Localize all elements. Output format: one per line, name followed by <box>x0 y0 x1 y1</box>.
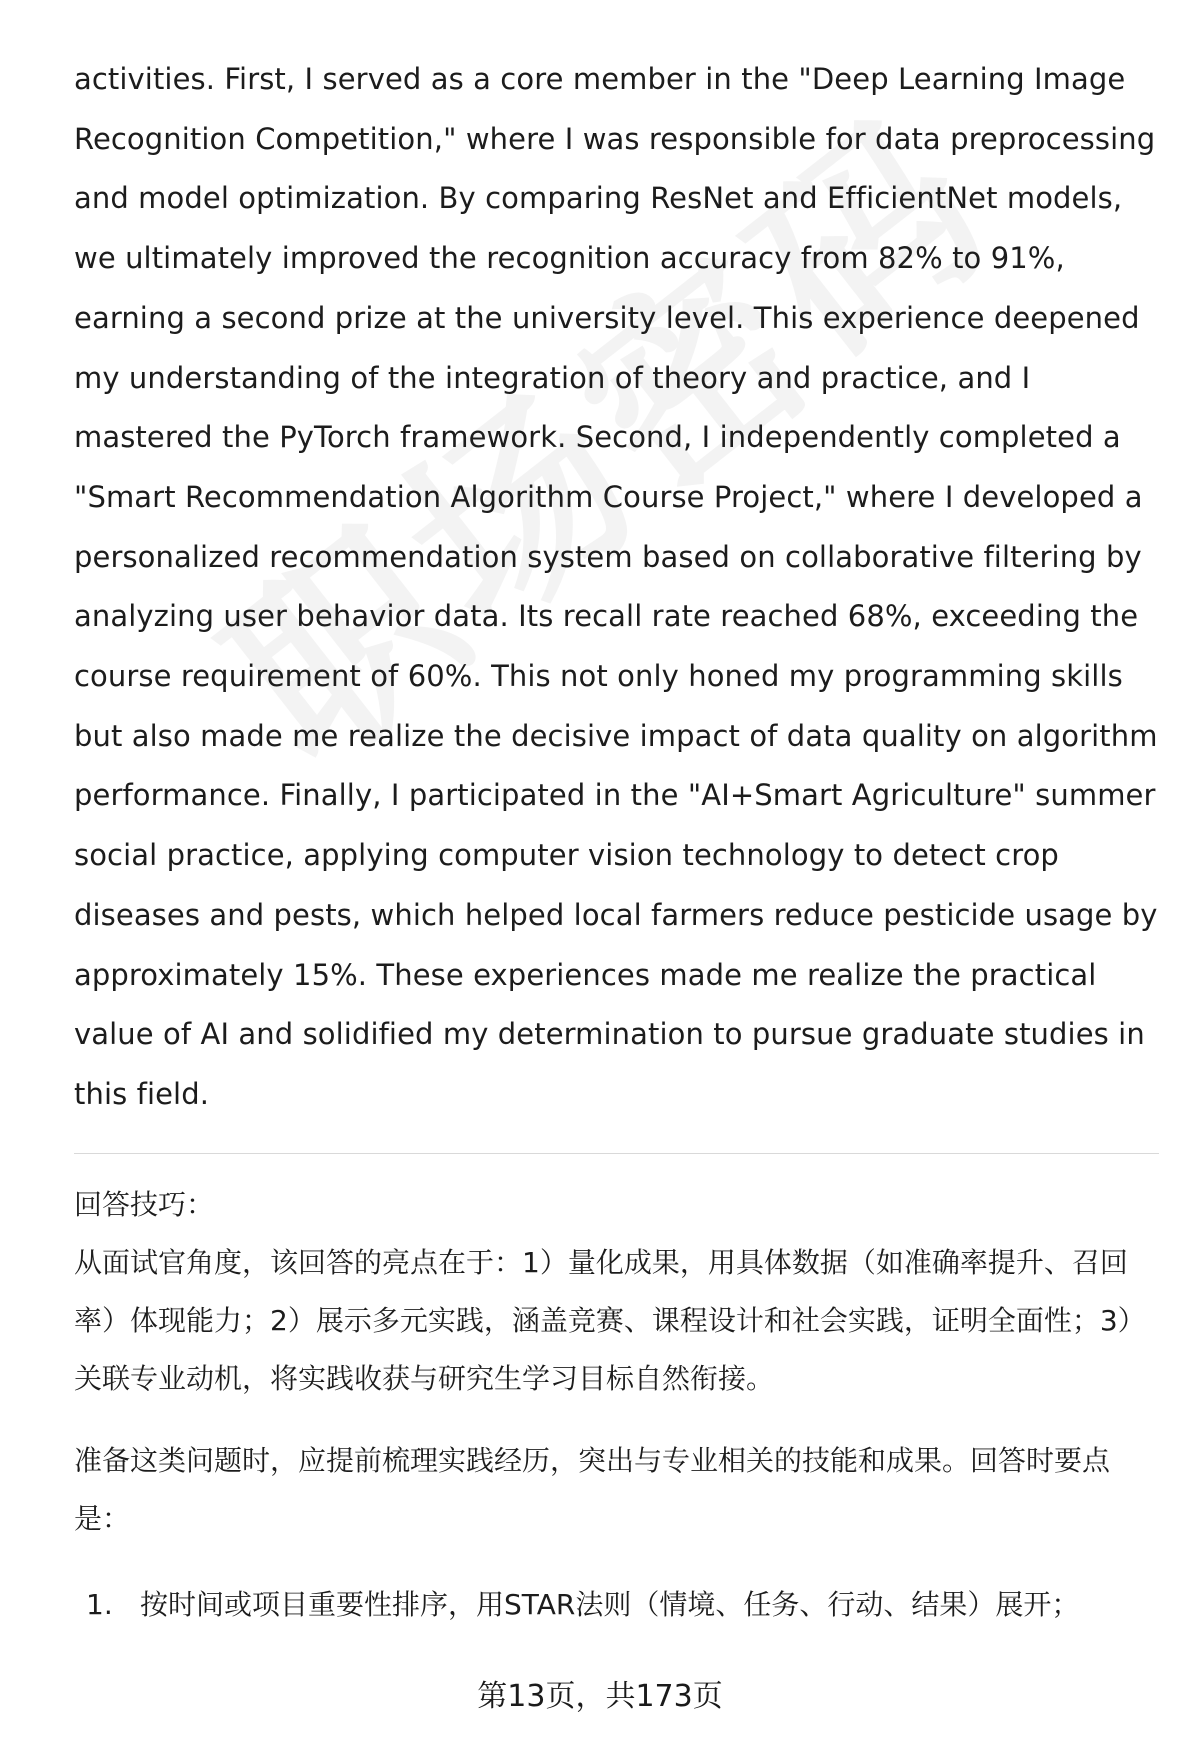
list-item-number: 1. <box>86 1587 113 1621</box>
preparation-paragraph: 准备这类问题时，应提前梳理实践经历，突出与专业相关的技能和成果。回答时要点是： <box>74 1443 1111 1535</box>
section-divider <box>74 1153 1159 1154</box>
list-item-text: 按时间或项目重要性排序，用STAR法则（情境、任务、行动、结果）展开； <box>140 1587 1080 1621</box>
tips-section <box>74 1176 1159 1408</box>
tips-body: 从面试官角度，该回答的亮点在于：1）量化成果，用具体数据（如准确率提升、召回率）体现能力；2）展示多元实践，涵盖竞赛、课程设计和社会实践，证明全面性；3）关联专业动机，将实践收获与研究生学习目标自然衔接。 <box>74 1245 1146 1395</box>
tips-heading: 回答技巧： <box>74 1187 215 1221</box>
answer-paragraph: activities. First, I served as a core member in the "Deep Learning Image Recognition Competition," where I was responsible for data preprocessing and model optimization. By comparing ResNet and EfficientNet models, we ultimately improved the recognition accuracy from 82% to 91%, earning a second prize at the university level. This experience deepened my understanding of the integration of theory and practice, and I mastered the PyTorch framework. Second, I independently completed a "Smart Recommendation Algorithm Course Project," where I developed a personalized recommendation system based on collaborative filtering by analyzing user behavior data. Its recall rate reached 68%, exceeding the course requirement of 60%. This not only honed my programming skills but also made me realize the decisive impact of data quality on algorithm performance. Finally, I participated in the "AI+Smart Agriculture" summer social practice, applying computer vision technology to detect crop diseases and pests, which helped local farmers reduce pesticide usage by approximately 15%. These experiences made me realize the practical value of AI and solidified my determination to pursue graduate studies in this field. <box>74 62 1158 1111</box>
page-content <box>74 50 1159 1634</box>
list-item <box>74 1576 1159 1634</box>
page-number: 第13页，共173页 <box>477 1679 723 1714</box>
